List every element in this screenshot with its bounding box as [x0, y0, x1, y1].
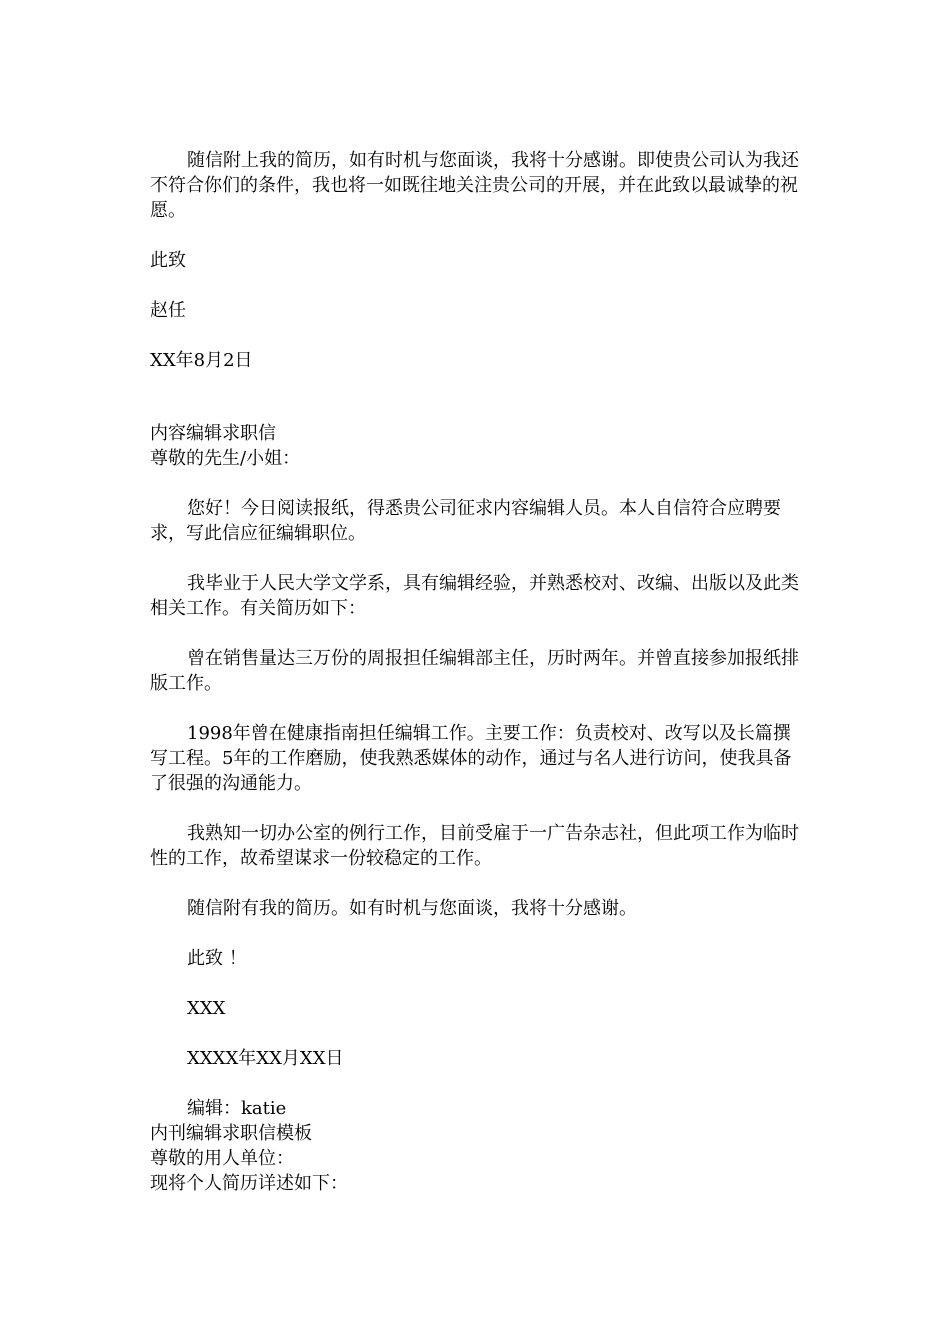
- letter2-signature: XXX: [187, 998, 226, 1019]
- letter1-closing-paragraph: 随信附上我的简历，如有时机与您面谈，我将十分感谢。即使贵公司认为我还不符合你们的条件，我也将一如既往地关注贵公司的开展，并在此致以最诚挚的祝愿。: [150, 150, 799, 221]
- letter2-paragraph: 我熟知一切办公室的例行工作，目前受雇于一广告杂志社，但此项工作为临时性的工作，故希望谋求一份较稳定的工作。: [150, 823, 799, 869]
- letter1-salutation-close: 此致: [150, 250, 186, 271]
- letter2-editor: 编辑：katie: [187, 1098, 287, 1119]
- letter2-paragraph: 您好！今日阅读报纸，得悉贵公司征求内容编辑人员。本人自信符合应聘要求，写此信应征编辑职位。: [150, 498, 781, 544]
- letter3-intro: 现将个人简历详述如下：: [150, 1173, 348, 1194]
- letter3-greeting: 尊敬的用人单位：: [150, 1148, 294, 1169]
- letter2-title: 内容编辑求职信: [150, 423, 276, 444]
- letter3-title: 内刊编辑求职信模板: [150, 1123, 312, 1144]
- letter2-greeting: 尊敬的先生/小姐：: [150, 448, 301, 469]
- letter2-salutation-close: 此致 ！: [187, 948, 247, 969]
- letter2-paragraph: 曾在销售量达三万份的周报担任编辑部主任，历时两年。并曾直接参加报纸排版工作。: [150, 648, 799, 694]
- letter1-date: XX年8月2日: [150, 350, 253, 371]
- letter1-signature: 赵任: [150, 300, 186, 321]
- letter2-paragraph: 1998年曾在健康指南担任编辑工作。主要工作：负责校对、改写以及长篇撰写工程。5年的工作磨励，使我熟悉媒体的动作，通过与名人进行访问，使我具备了很强的沟通能力。: [150, 723, 792, 794]
- letter2-paragraph: 随信附有我的简历。如有时机与您面谈，我将十分感谢。: [187, 898, 637, 919]
- letter2-paragraph: 我毕业于人民大学文学系，具有编辑经验，并熟悉校对、改编、出版以及此类相关工作。有关简历如下：: [150, 573, 799, 619]
- letter2-date: XXXX年XX月XX日: [187, 1048, 344, 1069]
- document-body: [150, 148, 802, 1196]
